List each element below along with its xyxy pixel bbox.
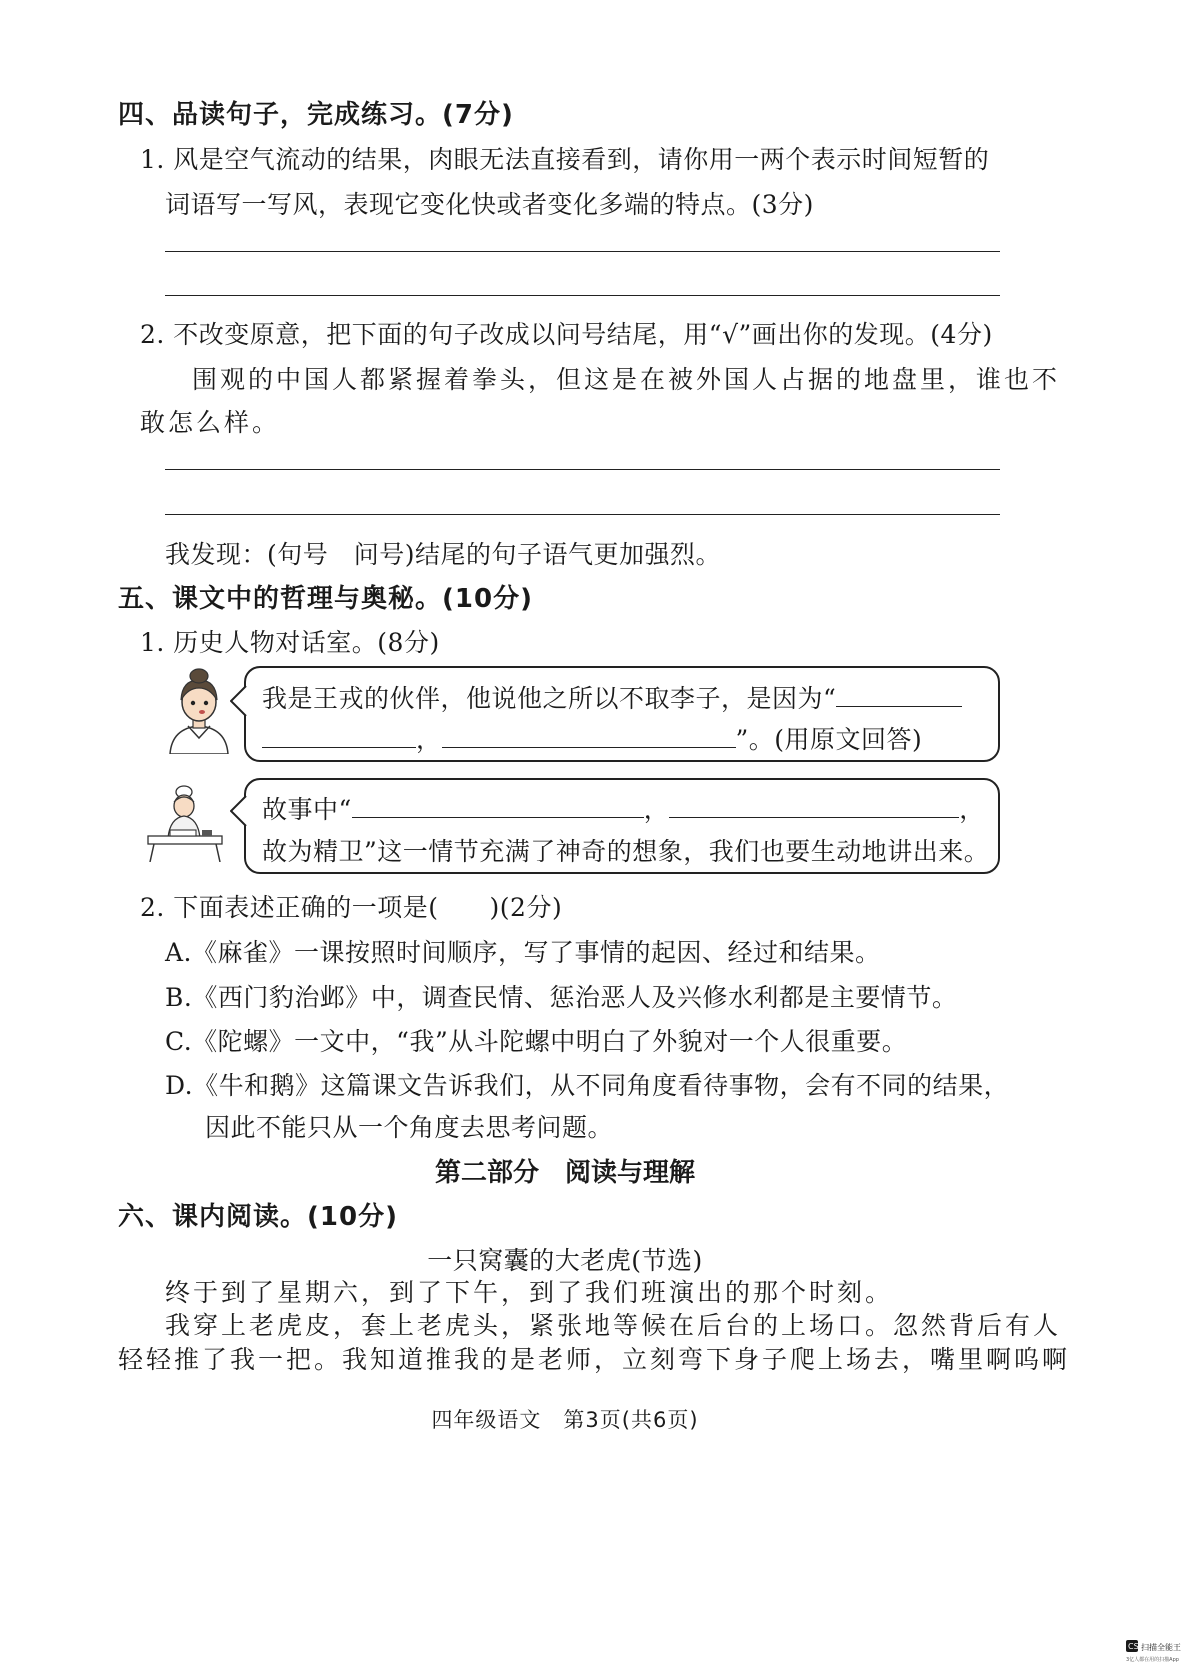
svg-text:3亿人都在用的扫描App: 3亿人都在用的扫描App	[1126, 1657, 1179, 1663]
section5-q2-title: 2. 下面表述正确的一项是( )(2分)	[140, 893, 563, 922]
scholar-at-desk-icon	[140, 782, 230, 862]
q2-answer-line-2[interactable]	[165, 514, 1000, 515]
bubble2-separator: ，	[643, 795, 670, 824]
section6-title: 六、课内阅读。(10分)	[118, 1202, 398, 1232]
section4-title: 四、品读句子，完成练习。(7分)	[118, 100, 514, 130]
bubble1-line1	[262, 679, 962, 715]
option-a[interactable]: A.《麻雀》一课按照时间顺序，写了事情的起因、经过和结果。	[165, 938, 881, 967]
bubble-tail-1	[230, 686, 248, 716]
option-c[interactable]: C.《陀螺》一文中，“我”从斗陀螺中明白了外貌对一个人很重要。	[165, 1027, 908, 1056]
q1-text-line2: 词语写一写风，表现它变化快或者变化多端的特点。(3分)	[165, 190, 814, 219]
svg-text:扫描全能王: 扫描全能王	[1141, 1643, 1181, 1652]
q1-text-line1: 1. 风是空气流动的结果，肉眼无法直接看到，请你用一两个表示时间短暂的	[140, 145, 990, 174]
scanner-watermark-logo	[1126, 1638, 1186, 1666]
bubble1-end: ”。(用原文回答)	[735, 725, 923, 754]
q1-answer-line-1[interactable]	[165, 251, 1000, 252]
bubble2-blank-2[interactable]	[669, 795, 959, 818]
svg-text:CS: CS	[1128, 1642, 1139, 1651]
option-d-line2: 因此不能只从一个角度去思考问题。	[205, 1113, 614, 1142]
passage-para2-line2: 轻轻推了我一把。我知道推我的是老师，立刻弯下身子爬上场去，嘴里啊呜啊	[118, 1345, 1071, 1374]
bubble2-blank-1[interactable]	[352, 795, 644, 818]
option-b[interactable]: B.《西门豹治邺》中，调查民情、惩治恶人及兴修水利都是主要情节。	[165, 983, 958, 1012]
bubble2-end: ，	[959, 795, 985, 824]
q2-sentence-line1: 围观的中国人都紧握着拳头，但这是在被外国人占据的地盘里，谁也不	[192, 365, 1061, 394]
q2-answer-line-1[interactable]	[165, 469, 1000, 470]
bubble1-line2	[262, 720, 922, 756]
passage-para2-line1: 我穿上老虎皮，套上老虎头，紧张地等候在后台的上场口。忽然背后有人	[165, 1311, 1062, 1340]
bubble1-separator: ，	[416, 725, 442, 754]
q1-answer-line-2[interactable]	[165, 295, 1000, 296]
bubble2-line1	[262, 790, 985, 826]
q2-finding: 我发现：(句号 问号)结尾的句子语气更加强烈。	[165, 540, 722, 569]
q2-text-line1: 2. 不改变原意，把下面的句子改成以问号结尾，用“√”画出你的发现。(4分)	[140, 320, 993, 349]
bubble1-blank-2[interactable]	[262, 725, 416, 748]
bubble1-blank-3[interactable]	[442, 725, 736, 748]
q2-sentence-line2: 敢怎么样。	[140, 408, 281, 437]
section5-q1-title: 1. 历史人物对话室。(8分)	[140, 628, 440, 657]
option-d[interactable]: D.《牛和鹅》这篇课文告诉我们，从不同角度看待事物，会有不同的结果，	[165, 1071, 1010, 1100]
bubble1-blank-1[interactable]	[836, 684, 962, 707]
part2-title: 第二部分 阅读与理解	[434, 1158, 695, 1188]
page-footer: 四年级语文 第3页(共6页)	[431, 1408, 699, 1432]
bubble-tail-2	[230, 796, 248, 826]
section5-title: 五、课文中的哲理与奥秘。(10分)	[118, 584, 533, 614]
passage-title: 一只窝囊的大老虎(节选)	[427, 1246, 703, 1275]
bubble1-text: 我是王戎的伙伴，他说他之所以不取李子，是因为“	[262, 684, 837, 713]
passage-para1: 终于到了星期六，到了下午，到了我们班演出的那个时刻。	[165, 1278, 894, 1307]
bubble2-start: 故事中“	[262, 795, 352, 824]
bubble2-line2: 故为精卫”这一情节充满了神奇的想象，我们也要生动地讲出来。	[262, 837, 990, 866]
girl-portrait-icon	[166, 668, 232, 754]
